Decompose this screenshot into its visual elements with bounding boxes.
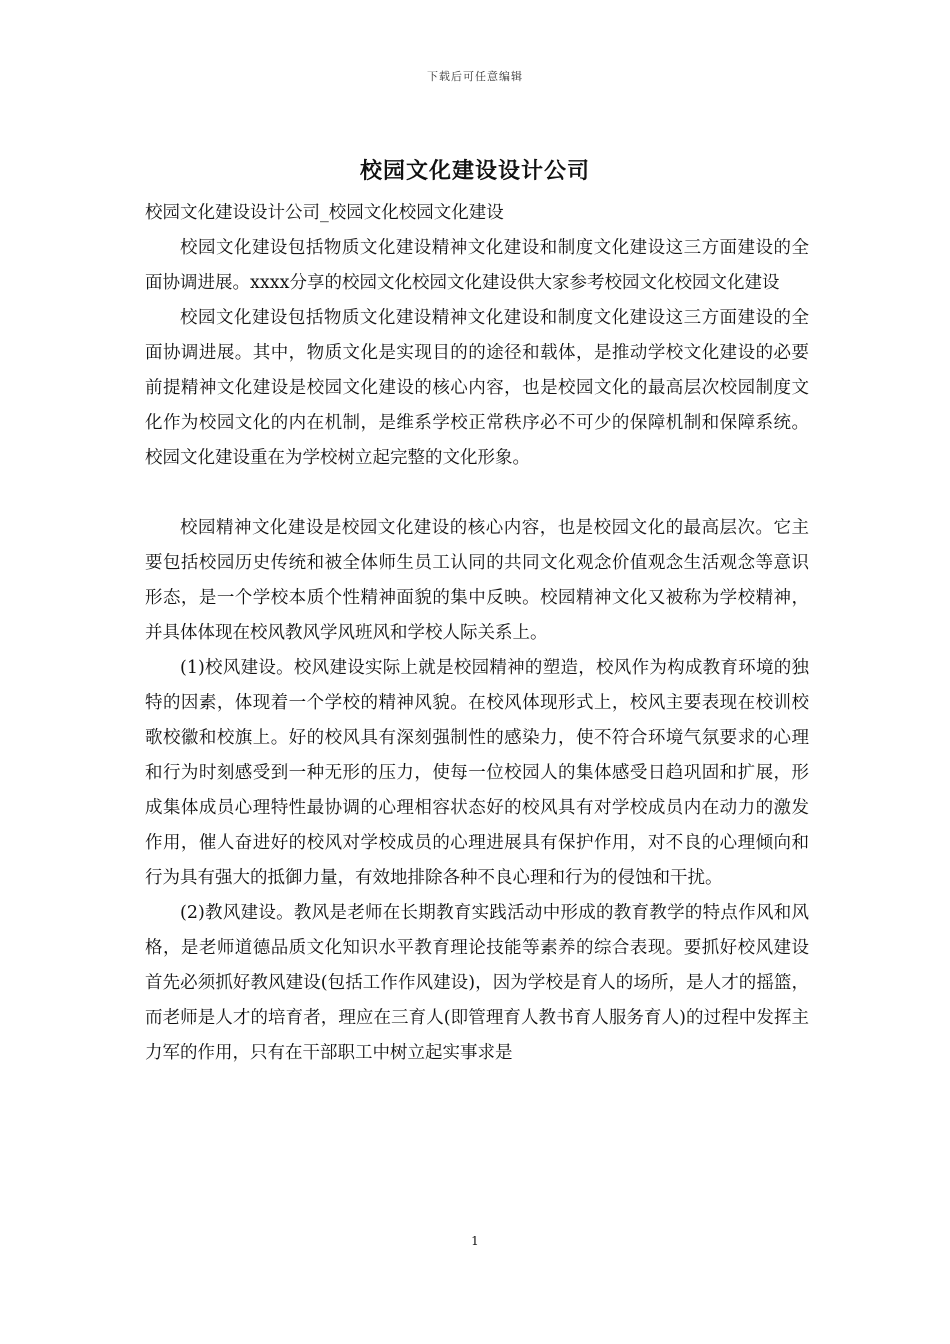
paragraph: (2)教风建设。教风是老师在长期教育实践活动中形成的教育教学的特点作风和风格，是老师道德品质文化知识水平教育理论技能等素养的综合表现。要抓好校风建设首先必须抓好教风建设(包括工作作风建设)，因为学校是育人的场所，是人才的摇篮，而老师是人才的培育者，理应在三育人(即管理育人教书育人服务育人)的过程中发挥主力军的作用，只有在干部职工中树立起实事求是 [145,903,809,1063]
paragraph: 校园文化建设包括物质文化建设精神文化建设和制度文化建设这三方面建设的全面协调进展。xxxx分享的校园文化校园文化建设供大家参考校园文化校园文化建设 [145,238,809,293]
paragraph: 校园文化建设包括物质文化建设精神文化建设和制度文化建设这三方面建设的全面协调进展。其中，物质文化是实现目的的途径和载体，是推动学校文化建设的必要前提精神文化建设是校园文化建设的核心内容，也是校园文化的最高层次校园制度文化作为校园文化的内在机制，是维系学校正常秩序必不可少的保障机制和保障系统。校园文化建设重在为学校树立起完整的文化形象。 [145,308,809,468]
paragraph-spacer [145,476,809,511]
paragraph: (1)校风建设。校风建设实际上就是校园精神的塑造，校风作为构成教育环境的独特的因素，体现着一个学校的精神风貌。在校风体现形式上，校风主要表现在校训校歌校徽和校旗上。好的校风具有深刻强制性的感染力，使不符合环境气氛要求的心理和行为时刻感受到一种无形的压力，使每一位校园人的集体感受日趋巩固和扩展，形成集体成员心理特性最协调的心理相容状态好的校风具有对学校成员内在动力的激发作用，催人奋进好的校风对学校成员的心理进展具有保护作用，对不良的心理倾向和行为具有强大的抵御力量，有效地排除各种不良心理和行为的侵蚀和干扰。 [145,658,809,888]
page-number: 1 [471,1234,479,1248]
document-body [145,196,809,1071]
page-header-note: 下载后可任意编辑 [427,70,523,83]
document-title: 校园文化建设设计公司 [359,158,590,184]
paragraph: 校园精神文化建设是校园文化建设的核心内容，也是校园文化的最高层次。它主要包括校园历史传统和被全体师生员工认同的共同文化观念价值观念生活观念等意识形态，是一个学校本质个性精神面貌的集中反映。校园精神文化又被称为学校精神，并具体体现在校风教风学风班风和学校人际关系上。 [145,518,809,643]
document-subtitle: 校园文化建设设计公司_校园文化校园文化建设 [145,203,504,223]
